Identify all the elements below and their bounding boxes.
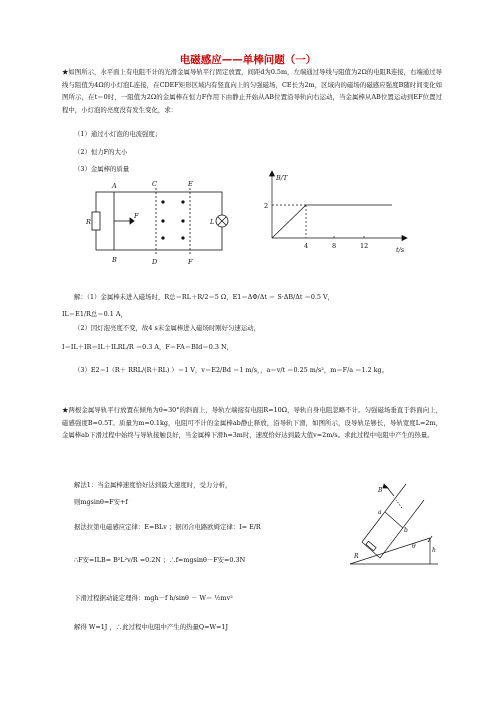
graph-x-tick-12: 12 [360,242,369,250]
label-E: E [188,180,193,188]
page-title: 电磁感应——单棒问题（一） [179,54,317,66]
incline-diagram [348,478,440,576]
solution2-line-4: ∴F安=ILB= B²L²v/R =0.2N ；∴f=mgsinθ－F安=0.3N [74,556,246,564]
label-F-point: F [188,258,193,266]
graph-x-label: t/s [396,246,405,254]
problem1-statement: ★如图所示，水平面上有电阻不计的光滑金属导轨平行固定放置，间距d为0.5m，左端通过导线与阻值为2Ω的电阻R连接，右端通过导线与阻值为4Ω的小灯泡L连接，在CDEF矩形区域内有竖直向上的匀强磁场，CE长为2m，区域内的磁场的磁感应强度B随时间变化如图所示，在t＝0时，一阻值为2Ω的金属棒在恒力F作用下由静止开始从AB位置沿导轨向右运动，当金属棒从AB位置运动到EF位置过程中，小灯泡的亮度没有发生变化，求： [62,68,442,114]
graph-x-tick-4: 4 [304,242,309,250]
label-A: A [112,182,117,190]
label-L: L [210,218,215,226]
graph-x-tick-8: 8 [332,242,337,250]
solution2-line-6: 解得 W=1J ，∴此过程中电阻中产生的热量Q=W=1J [74,623,229,631]
circuit-diagram [86,180,236,275]
graph-y-tick: 2 [264,202,269,210]
label-D: D [152,258,158,266]
solution1-line-2: IL＝E1/R总＝0.1 A， [62,310,127,318]
label-force: F [134,212,139,220]
problem2-statement: ★两根金属导轨平行放置在倾角为θ=30°的斜面上，导轨左端接有电阻R=10Ω，导轨自身电阻忽略不计。匀强磁场垂直于斜面向上，磁感强度B=0.5T。质量为m=0.1kg，电阻可不计的金属棒ab静止释放，沿导轨下滑，如图所示，设导轨足够长，导轨宽度L=2m，金属棒ab下滑过程中始终与导轨接触良好，当金属棒下滑h=3m时，速度恰好达到最大值v=2m/s。求此过程中电阻中产生的热量。 [62,406,442,439]
incline-label-h: h [432,547,436,554]
solution2-line-3: 据法拉第电磁感应定律：E=BLv ；据闭合电路欧姆定律：I= E/R [74,523,261,531]
label-R: R [86,218,91,226]
solution2-line-1: 解法1：当金属棒速度恰好达到最大速度时，受力分析， [74,481,232,489]
solution2-line-5: 下滑过程据动能定理得：mgh－f h/sinθ － W＝ ½mv² [74,594,233,602]
incline-label-b: b [404,527,408,534]
incline-label-R: R [354,553,359,560]
incline-label-a: a [378,509,382,516]
solution1-line-4: I＝IL＋IR＝IL＋ILRL/R ＝0.3 A，F＝FA＝BId＝0.3 N， [62,343,233,351]
b-t-graph [262,168,412,268]
question-1: （1）通过小灯泡的电流强度； [74,130,162,138]
label-B: B [112,256,117,264]
incline-label-theta: θ [412,543,416,550]
solution1-line-1: 解：（1）金属棒未进入磁场时，R总＝RL＋R/2＝5 Ω，E1＝ΔΦ/Δt ＝ S·ΔB/Δt ＝0.5 V， [74,293,335,301]
solution1-line-3: （2）因灯泡亮度不变，故4 s末金属棒进入磁场时刚好匀速运动， [74,324,260,332]
incline-label-B: B [378,487,383,494]
solution2-line-2: 则mgsinθ=F安+f [74,498,128,506]
graph-y-label: B/T [276,174,288,182]
label-C: C [152,180,157,188]
question-2: （2）恒力F的大小 [74,148,128,156]
question-3: （3）金属棒的质量 [74,165,130,173]
solution1-line-5: （3）E2＝I（R＋ RRL/(R＋RL) ）＝1 V，v＝E2/Bd ＝1 m/s，，a＝v/t ＝0.25 m/s²，m＝F/a ＝1.2 kg。 [74,366,389,374]
